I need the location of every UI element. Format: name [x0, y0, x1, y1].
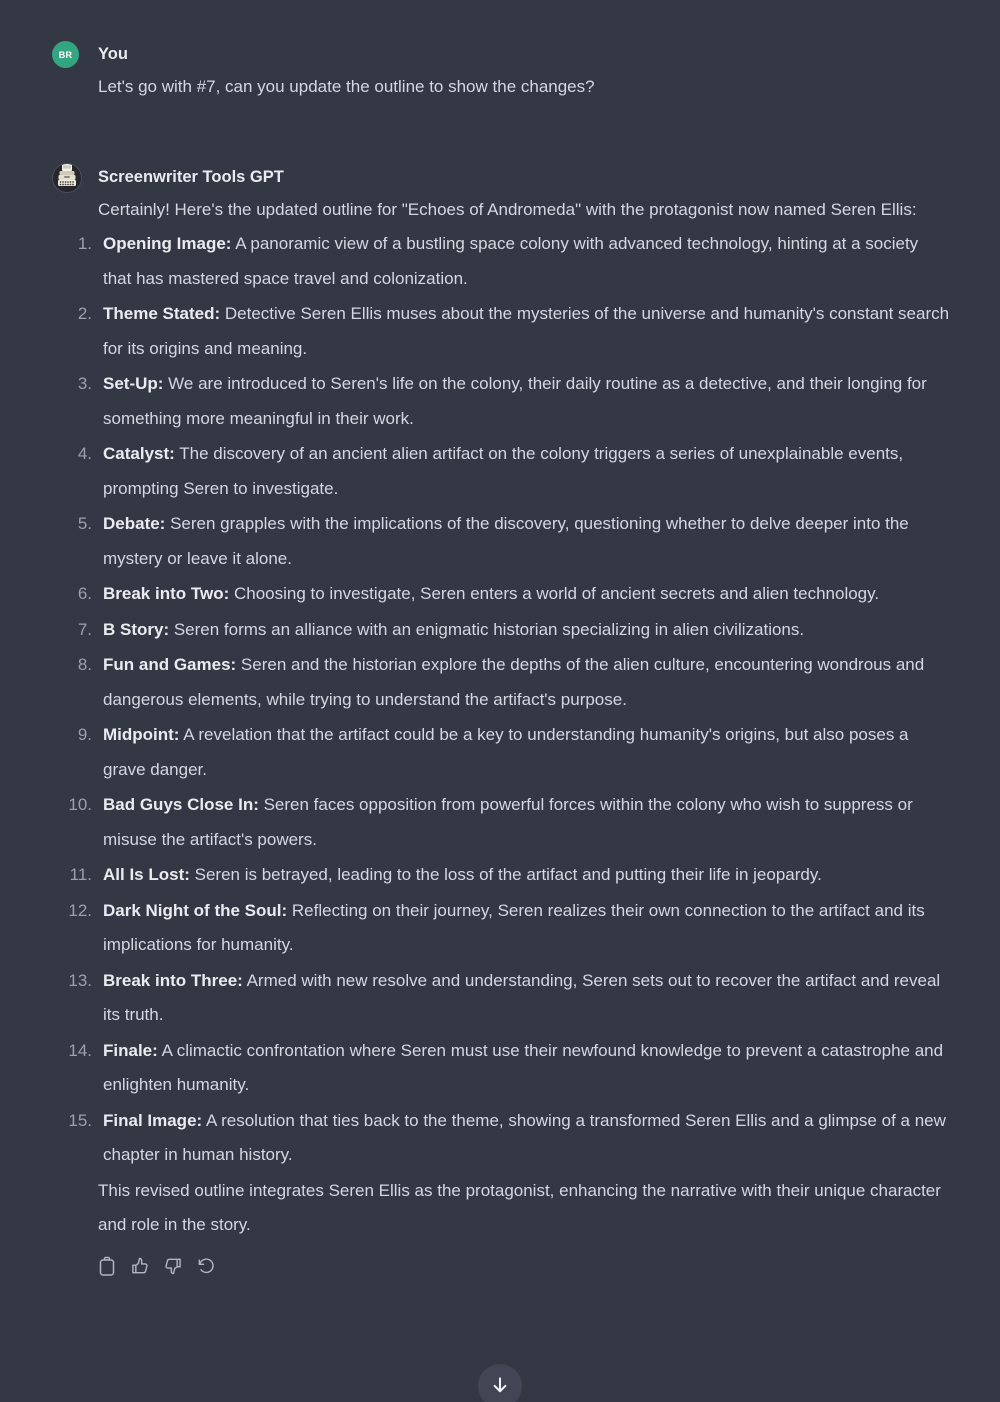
gpt-avatar	[52, 163, 82, 193]
copy-icon	[98, 1256, 117, 1277]
outline-item-12: 12. Dark Night of the Soul: Reflecting on their journey, Seren realizes their own connection to the artifact and its implications for humanity.	[68, 900, 925, 954]
outline-item-5: 5. Debate: Seren grapples with the implications of the discovery, questioning whether to delve deeper into the mystery or leave it alone.	[77, 514, 909, 568]
thumbs-up-icon	[130, 1256, 150, 1276]
user-message-text: Let's go with #7, can you update the outline to show the changes?	[98, 77, 595, 96]
assistant-closing: This revised outline integrates Seren Ellis as the protagonist, enhancing the narrative with their unique character and role in the story.	[98, 1180, 941, 1234]
typewriter-icon	[55, 163, 79, 192]
scroll-to-bottom-button[interactable]	[478, 1364, 522, 1402]
outline-item-10: 10. Bad Guys Close In: Seren faces opposition from powerful forces within the colony who wish to suppress or misuse the artifact's powers.	[68, 795, 913, 849]
user-message	[0, 40, 1000, 105]
copy-button[interactable]	[98, 1256, 117, 1277]
outline-list	[68, 227, 950, 1173]
outline-item-9: 9. Midpoint: A revelation that the artifact could be a key to understanding humanity's origins, but also poses a grave danger.	[77, 725, 909, 779]
user-avatar: BR	[52, 41, 79, 68]
outline-item-4: 4. Catalyst: The discovery of an ancient alien artifact on the colony triggers a series of unexplainable events, prompting Seren to investigate.	[77, 444, 904, 498]
thumbs-down-icon	[163, 1256, 183, 1276]
outline-item-6: 6. Break into Two: Choosing to investigate, Seren enters a world of ancient secrets and alien technology.	[77, 584, 880, 603]
assistant-intro: Certainly! Here's the updated outline for "Echoes of Andromeda" with the protagonist now named Seren Ellis:	[98, 199, 917, 219]
message-actions	[98, 1256, 950, 1277]
assistant-author-label: Screenwriter Tools GPT	[98, 167, 284, 186]
user-author-label: You	[98, 45, 128, 63]
outline-item-7: 7. B Story: Seren forms an alliance with an enigmatic historian specializing in alien civilizations.	[77, 619, 805, 639]
regenerate-icon	[196, 1256, 216, 1276]
thumbs-down-button[interactable]	[163, 1256, 183, 1277]
outline-item-15: 15. Final Image: A resolution that ties back to the theme, showing a transformed Seren Ellis and a glimpse of a new chapter in human history.	[68, 1110, 946, 1164]
outline-item-1: 1. Opening Image: A panoramic view of a bustling space colony with advanced technology, hinting at a society that has mastered space travel and colonization.	[77, 234, 919, 288]
regenerate-button[interactable]	[196, 1256, 216, 1277]
outline-item-14: 14. Finale: A climactic confrontation where Seren must use their newfound knowledge to prevent a catastrophe and enlighten humanity.	[68, 1040, 944, 1094]
thumbs-up-button[interactable]	[130, 1256, 150, 1277]
assistant-message	[0, 163, 1000, 1277]
outline-item-8: 8. Fun and Games: Seren and the historian explore the depths of the alien culture, encountering wondrous and dangerous elements, while trying to understand the artifact's purpose.	[77, 655, 925, 709]
outline-item-11: 11. All Is Lost: Seren is betrayed, leading to the loss of the artifact and putting their life in jeopardy.	[69, 865, 822, 884]
down-arrow-icon	[490, 1375, 510, 1398]
outline-item-13: 13. Break into Three: Armed with new resolve and understanding, Seren sets out to recover the artifact and reveal its truth.	[68, 970, 941, 1024]
outline-item-3: 3. Set-Up: We are introduced to Seren's life on the colony, their daily routine as a detective, and their longing for something more meaningful in their work.	[77, 374, 927, 428]
outline-item-2: 2. Theme Stated: Detective Seren Ellis muses about the mysteries of the universe and humanity's constant search for its origins and meaning.	[77, 304, 950, 358]
